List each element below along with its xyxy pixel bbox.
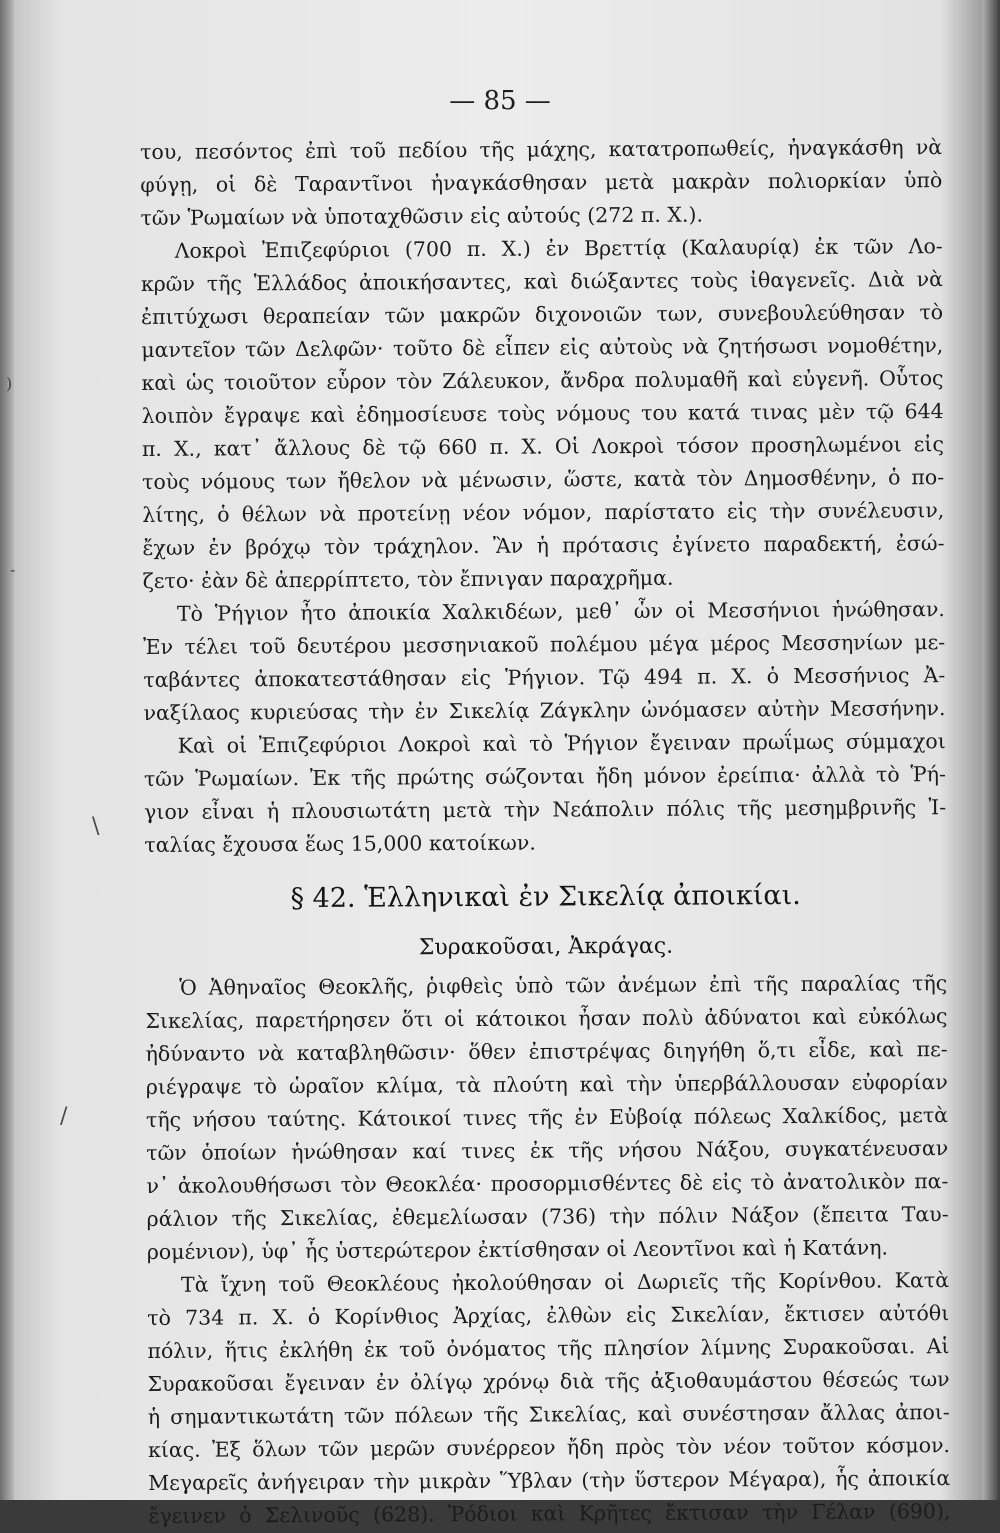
text-line: κρῶν τῆς Ἑλλάδος ἀποικήσαντες, καὶ διώξαντες τοὺς ἰθαγενεῖς. Διὰ νὰ bbox=[140, 267, 943, 296]
margin-mark: ) bbox=[6, 374, 13, 393]
body-text bbox=[140, 131, 951, 1533]
text-line: ἠδύναντο νὰ καταβληθῶσιν· ὅθεν ἐπιστρέψας διηγήθη ὅ,τι εἶδε, καὶ πε- bbox=[145, 1037, 948, 1066]
text-line: Καὶ οἱ Ἐπιζεφύριοι Λοκροὶ καὶ τὸ Ῥήγιον ἔγειναν πρωΐμως σύμμαχοι bbox=[177, 729, 946, 758]
text-line: κίας. Ἐξ ὅλων τῶν μερῶν συνέρρεον ἤδη πρὸς τὸν νέον τοῦτον κόσμον. bbox=[147, 1433, 951, 1462]
text-line: ρομένιον), ὑφ᾽ ἧς ὑστερώτερον ἐκτίσθησαν οἱ Λεοντῖνοι καὶ ἡ Κατάνη. bbox=[146, 1235, 889, 1264]
margin-mark: / bbox=[60, 1104, 68, 1129]
text-line: Μεγαρεῖς ἀνήγειραν τὴν μικρὰν Ὕβλαν (τὴν ὕστερον Μέγαρα), ἧς ἀποικία bbox=[148, 1466, 951, 1495]
text-line: π. Χ., κατ᾽ ἄλλους δὲ τῷ 660 π. Χ. Οἱ Λοκροὶ τόσον προσηλωμένοι εἰς bbox=[141, 432, 944, 461]
margin-mark: \ bbox=[92, 814, 100, 839]
text-line: Λοκροὶ Ἐπιζεφύριοι (700 π. Χ.) ἐν Βρεττίᾳ (Καλαυρίᾳ) ἐκ τῶν Λο- bbox=[174, 234, 943, 263]
margin-mark: - bbox=[10, 560, 16, 579]
text-line: ναξίλαος κυριεύσας τὴν ἐν Σικελίᾳ Ζάγκλην ὠνόμασεν αὐτὴν Μεσσήνην. bbox=[143, 696, 946, 725]
text-line: γιον εἶναι ἡ πλουσιωτάτη μετὰ τὴν Νεάπολιν πόλις τῆς μεσημβρινῆς Ἰ- bbox=[144, 795, 947, 824]
text-line: ἐπιτύχωσι θεραπείαν τῶν μακρῶν διχονοιῶν των, συνεβουλεύθησαν τὸ bbox=[141, 300, 944, 329]
text-line: Τὰ ἴχνη τοῦ Θεοκλέους ἠκολούθησαν οἱ Δωριεῖς τῆς Κορίνθου. Κατὰ bbox=[180, 1268, 950, 1297]
text-line: ν᾽ ἀκολουθήσωσι τὸν Θεοκλέα· προσορμισθέντες δὲ εἰς τὸ ἀνατολικὸν πα- bbox=[146, 1169, 949, 1198]
text-line: Ἐν τέλει τοῦ δευτέρου μεσσηνιακοῦ πολέμου μέγα μέρος Μεσσηνίων με- bbox=[143, 630, 946, 659]
text-line: τῶν ὁποίων ἡνώθησαν καί τινες ἐκ τῆς νήσου Νάξου, συγκατένευσαν bbox=[146, 1136, 949, 1165]
text-line: τῶν Ῥωμαίων νὰ ὑποταχθῶσιν εἰς αὐτούς (272 π. Χ.). bbox=[140, 202, 704, 230]
text-line: ριέγραψε τὸ ὡραῖον κλίμα, τὰ πλούτη καὶ τὴν ὑπερβάλλουσαν εὐφορίαν bbox=[145, 1070, 948, 1099]
text-line: ταβάντες ἀποκατεστάθησαν εἰς Ῥήγιον. Τῷ 494 π. Χ. ὁ Μεσσήνιος Ἀ- bbox=[143, 663, 946, 692]
text-line: ἔγεινεν ὁ Σελινοῦς (628). Ῥόδιοι καὶ Κρῆτες ἔκτισαν τὴν Γέλαν (690), bbox=[148, 1499, 951, 1528]
text-line: τοὺς νόμους των ἤθελον νὰ μένωσιν, ὥστε, κατὰ τὸν Δημοσθένην, ὁ πο- bbox=[142, 465, 945, 494]
text-line: ἡ σημαντικωτάτη τῶν πόλεων τῆς Σικελίας, καὶ συνέστησαν ἄλλας ἀποι- bbox=[147, 1400, 950, 1429]
page-edge-shadow bbox=[982, 0, 1000, 1500]
text-line: Συρακοῦσαι ἔγειναν ἐν ὀλίγῳ χρόνῳ διὰ τῆς ἀξιοθαυμάστου θέσεώς των bbox=[147, 1367, 950, 1396]
text-line: Σικελίας, παρετήρησεν ὅτι οἱ κάτοικοι ἦσαν πολὺ ἀδύνατοι καὶ εὐκόλως bbox=[145, 1004, 948, 1033]
page-number: — 85 — bbox=[449, 86, 551, 116]
section-subheading: Συρακοῦσαι, Ἀκράγας. bbox=[418, 933, 674, 961]
text-line: ράλιον τῆς Σικελίας, ἐθεμελίωσαν (736) τὴν πόλιν Νάξον (ἔπειτα Ταυ- bbox=[146, 1202, 949, 1231]
section-heading: § 42. Ἑλληνικαὶ ἐν Σικελίᾳ ἀποικίαι. bbox=[290, 879, 801, 915]
text-line: τῶν Ῥωμαίων. Ἐκ τῆς πρώτης σώζονται ἤδη μόνον ἐρείπια· ἀλλὰ τὸ Ῥή- bbox=[143, 762, 946, 791]
text-line: λίτης, ὁ θέλων νὰ προτείνῃ νέον νόμον, παρίστατο εἰς τὴν συνέλευσιν, bbox=[142, 498, 945, 527]
text-line: ζετο· ἐὰν δὲ ἀπερρίπτετο, τὸν ἔπνιγαν παραχρῆμα. bbox=[142, 565, 674, 593]
text-line: φύγῃ, οἱ δὲ Ταραντῖνοι ἠναγκάσθησαν μετὰ μακρὰν πολιορκίαν ὑπὸ bbox=[140, 168, 943, 197]
text-line: ταλίας ἔχουσα ἕως 15,000 κατοίκων. bbox=[144, 830, 536, 857]
text-line: τὸ 734 π. Χ. ὁ Κορίνθιος Ἀρχίας, ἐλθὼν εἰς Σικελίαν, ἔκτισεν αὐτόθι bbox=[147, 1301, 950, 1330]
text-line: ἔχων ἐν βρόχῳ τὸν τράχηλον. Ἂν ἡ πρότασις ἐγίνετο παραδεκτή, ἐσώ- bbox=[142, 531, 945, 560]
text-line: Τὸ Ῥήγιον ἦτο ἀποικία Χαλκιδέων, μεθ᾽ ὧν οἱ Μεσσήνιοι ἡνώθησαν. bbox=[176, 597, 945, 626]
text-line: λοιπὸν ἔγραψε καὶ ἐδημοσίευσε τοὺς νόμους του κατά τινας μὲν τῷ 644 bbox=[141, 399, 944, 428]
text-line: Ὁ Ἀθηναῖος Θεοκλῆς, ῥιφθεὶς ὑπὸ τῶν ἀνέμων ἐπὶ τῆς παραλίας τῆς bbox=[179, 971, 948, 1000]
text-line: πόλιν, ἥτις ἐκλήθη ἐκ τοῦ ὀνόματος τῆς πλησίον λίμνης Συρακοῦσαι. Αἱ bbox=[147, 1334, 950, 1363]
text-line: του, πεσόντος ἐπὶ τοῦ πεδίου τῆς μάχης, κατατροπωθείς, ἠναγκάσθη νὰ bbox=[140, 135, 943, 164]
text-line: καὶ ὡς τοιοῦτον εὗρον τὸν Ζάλευκον, ἄνδρα πολυμαθῆ καὶ εὐγενῆ. Οὗτος bbox=[141, 366, 944, 395]
text-line: τῆς νήσου ταύτης. Κάτοικοί τινες τῆς ἐν Εὐβοίᾳ πόλεως Χαλκίδος, μετὰ bbox=[145, 1103, 949, 1132]
text-line: μαντεῖον τῶν Δελφῶν· τοῦτο δὲ εἶπεν εἰς αὐτοὺς νὰ ζητήσωσι νομοθέτην, bbox=[141, 333, 944, 362]
page-binding-shadow bbox=[0, 0, 14, 1500]
